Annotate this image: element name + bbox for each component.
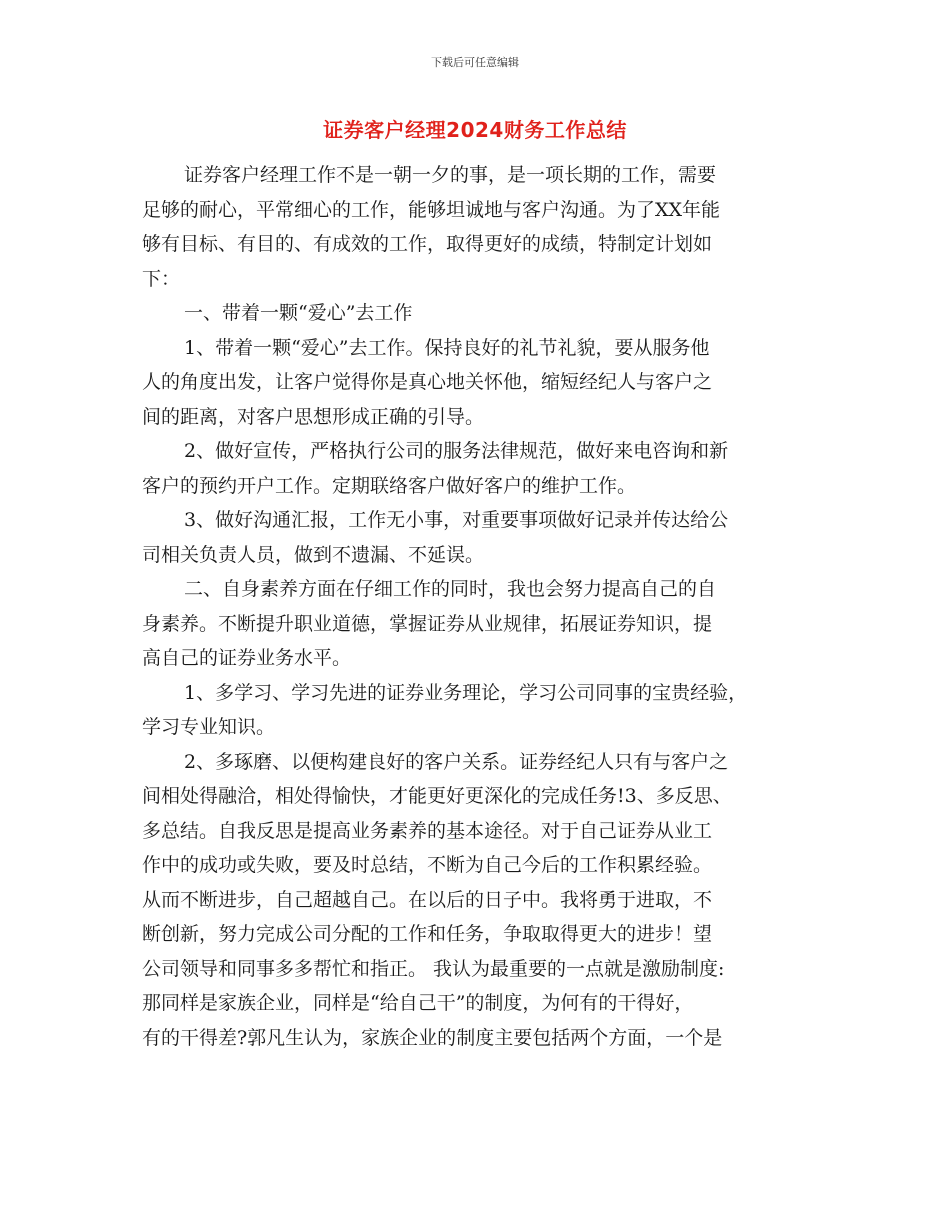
body-line: 间的距离，对客户思想形成正确的引导。 xyxy=(142,405,485,428)
body-line: 断创新，努力完成公司分配的工作和任务，争取取得更大的进步！望 xyxy=(142,923,713,945)
body-line: 学习专业知识。 xyxy=(142,716,276,738)
body-line: 3、做好沟通汇报，工作无小事，对重要事项做好记录并传达给公 xyxy=(184,509,729,531)
body-line: 间相处得融洽，相处得愉快，才能更好更深化的完成任务!3、多反思、 xyxy=(142,785,732,807)
document-body xyxy=(142,158,818,1055)
body-line: 有的干得差?郭凡生认为，家族企业的制度主要包括两个方面，一个是 xyxy=(142,1026,723,1049)
body-line: 司相关负责人员，做到不遗漏、不延误。 xyxy=(142,543,485,566)
body-line: 2、做好宣传，严格执行公司的服务法律规范，做好来电咨询和新 xyxy=(184,440,729,462)
header-note: 下载后可任意编辑 xyxy=(431,56,519,69)
document-title: 证券客户经理2024财务工作总结 xyxy=(323,118,627,142)
body-line: 2、多琢磨、以便构建良好的客户关系。证券经纪人只有与客户之 xyxy=(184,750,729,773)
body-line: 证券客户经理工作不是一朝一夕的事，是一项长期的工作，需要 xyxy=(184,164,717,186)
body-line: 身素养。不断提升职业道德，掌握证券从业规律，拓展证券知识，提 xyxy=(142,612,713,635)
body-line: 公司领导和同事多多帮忙和指正。 我认为最重要的一点就是激励制度: xyxy=(142,957,725,980)
body-line: 多总结。自我反思是提高业务素养的基本途径。对于自己证券从业工 xyxy=(142,819,713,842)
body-line: 高自己的证券业务水平。 xyxy=(142,647,352,669)
body-line: 下： xyxy=(142,267,181,290)
body-line: 1、多学习、学习先进的证券业务理论，学习公司同事的宝贵经验， xyxy=(184,681,748,704)
body-line: 足够的耐心，平常细心的工作，能够坦诚地与客户沟通。为了XX年能 xyxy=(142,198,721,221)
body-line: 1、带着一颗“爱心”去工作。保持良好的礼节礼貌，要从服务他 xyxy=(184,336,710,359)
body-line: 够有目标、有目的、有成效的工作，取得更好的成绩，特制定计划如 xyxy=(142,233,713,255)
body-line: 一、带着一颗“爱心”去工作 xyxy=(184,302,413,324)
body-line: 人的角度出发，让客户觉得你是真心地关怀他，缩短经纪人与客户之 xyxy=(142,371,713,393)
body-line: 客户的预约开户工作。定期联络客户做好客户的维护工作。 xyxy=(142,474,637,497)
body-line: 那同样是家族企业，同样是“给自己干”的制度，为何有的干得好， xyxy=(142,992,694,1014)
body-line: 二、自身素养方面在仔细工作的同时，我也会努力提高自己的自 xyxy=(184,578,717,600)
body-line: 从而不断进步，自己超越自己。在以后的日子中。我将勇于进取，不 xyxy=(142,888,713,911)
body-line: 作中的成功或失败，要及时总结，不断为自己今后的工作积累经验。 xyxy=(142,854,713,876)
